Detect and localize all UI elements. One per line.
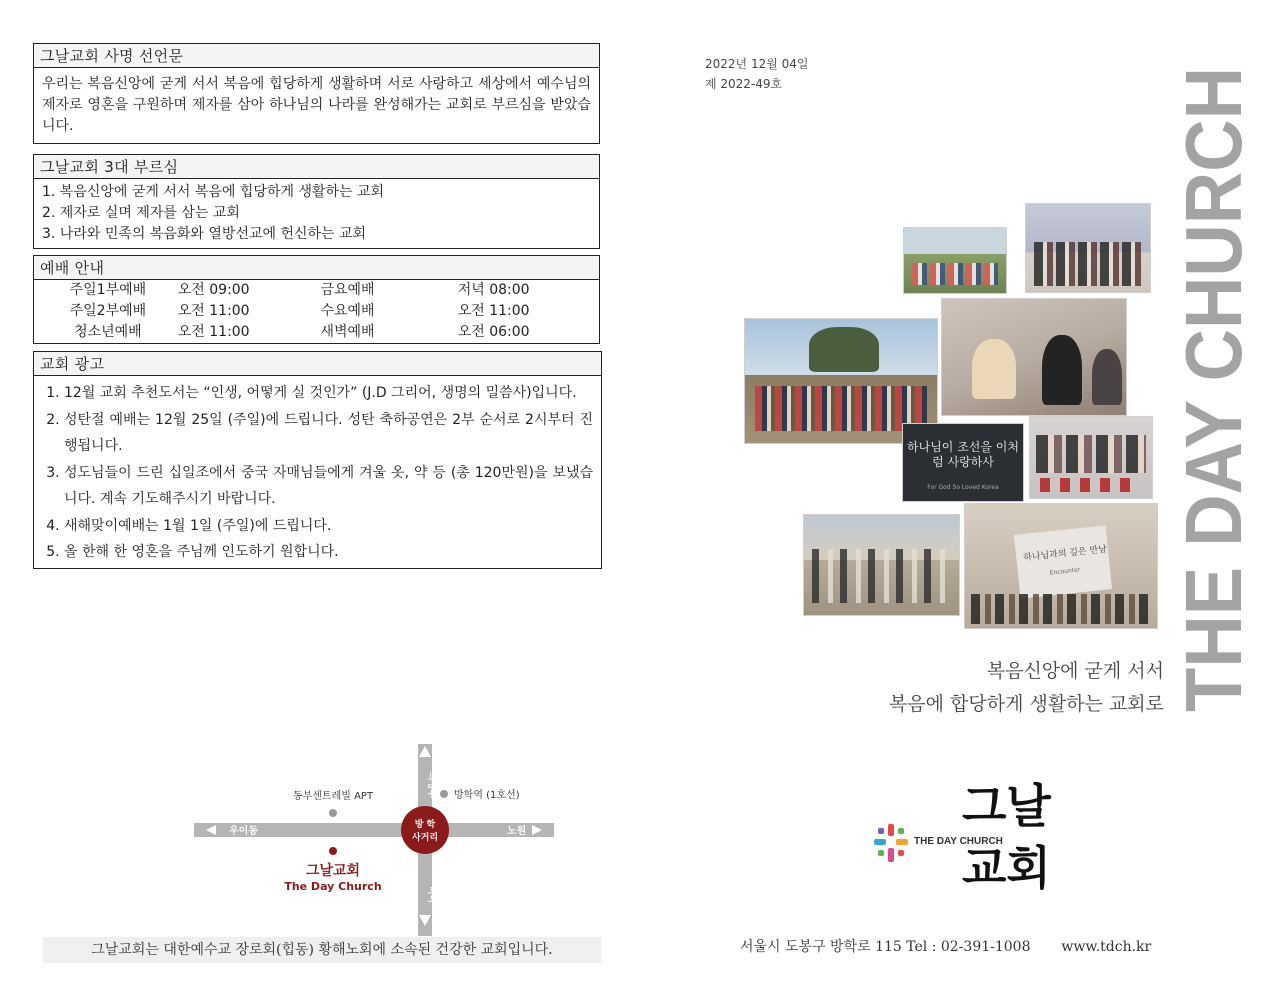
map-label-up: 의정부	[426, 772, 436, 799]
service-name: 새벽예배	[320, 324, 375, 340]
church-location-map	[190, 740, 560, 945]
announcement-item: 1. 12월 교회 추천도서는 “인생, 어떻게 실 것인가” (J.D 그리어, 생명의 밀씀사)입니다.	[64, 380, 593, 407]
photo-small-group	[1029, 416, 1153, 499]
photo-jump-rope	[803, 514, 960, 616]
logo-english-text: THE DAY CHURCH	[914, 836, 1003, 847]
service-time: 오전 11:00	[177, 324, 250, 340]
announcement-item: 4. 새해맞이예배는 1월 1일 (주일)에 드립니다.	[64, 513, 593, 540]
denomination-note: 그날교회는 대한예수교 장로회(힙동) 황해노회에 소속된 건강한 교회입니다.	[43, 937, 601, 963]
service-time: 오전 11:00	[177, 303, 250, 319]
photo-group-indoor	[1025, 203, 1151, 293]
map-church-name-en: The Day Church	[284, 880, 382, 893]
service-name: 주일2부예배	[69, 303, 147, 319]
announcements-box	[33, 351, 602, 569]
photo-caption: 하나님과의 깊은 만남	[1022, 544, 1108, 564]
calling-item: 1. 복음신앙에 굳게 서서 복음에 힙당하게 생활하는 교회	[42, 184, 385, 200]
mission-text: 우리는 복음신앙에 굳게 서서 복음에 힙당하게 생활하며 서로 사랑하고 세상에서 예수님의 제자로 영혼을 구원하며 제자를 삼아 하나님의 나라를 완성해가는 교회로 부르심을 받았습니다.	[42, 76, 591, 134]
cross-logo-icon	[873, 822, 909, 864]
service-time: 오전 06:00	[457, 324, 530, 340]
service-name: 청소년예배	[74, 324, 142, 340]
service-name: 금요예배	[320, 282, 375, 298]
photo-caption: 하나님이 조선을 이처럼 사랑하사	[907, 440, 1019, 469]
mission-title: 그날교회 사명 선언문	[34, 44, 599, 68]
service-time: 오전 09:00	[177, 282, 250, 298]
church-contact	[740, 936, 1151, 956]
intersection-label: 사거리	[411, 833, 439, 843]
photo-encounter-banner	[964, 503, 1158, 629]
vertical-title-text: THE DAY CHURCH	[1169, 0, 1258, 712]
apt-marker-icon	[329, 809, 337, 817]
callings-box	[33, 154, 600, 249]
station-marker-icon	[440, 790, 448, 798]
table-row	[42, 322, 591, 343]
church-logo	[870, 780, 1070, 905]
service-time: 저녁 08:00	[457, 282, 530, 298]
mission-statement-box	[33, 43, 600, 144]
vertical-title	[1169, 0, 1258, 720]
map-apt-label: 동부센트레빌 APT	[292, 791, 374, 802]
photo-caption-sub: Encounter	[1049, 566, 1081, 577]
issue-info	[705, 54, 808, 94]
service-time: 오전 11:00	[457, 303, 530, 319]
slogan-line1: 복음신앙에 굳게 서서	[986, 660, 1164, 682]
announcement-item: 2. 성탄절 예배는 12월 25일 (주일)에 드립니다. 성탄 축하공연은 2부 순서로 2시부터 진행됩니다.	[64, 407, 593, 460]
church-website[interactable]: www.tdch.kr	[1061, 939, 1152, 955]
table-row	[42, 301, 591, 322]
intersection-label: 방 학	[414, 820, 436, 830]
worship-table	[42, 280, 591, 343]
issue-number: 제 2022-49호	[705, 77, 783, 91]
map-label-left: 우이동	[229, 826, 258, 837]
issue-date: 2022년 12월 04일	[705, 57, 809, 71]
church-marker-icon	[329, 847, 337, 855]
map-label-right: 노원	[507, 826, 527, 837]
photo-congregation	[941, 298, 1127, 416]
worship-title: 예배 안내	[34, 256, 599, 280]
announcement-item: 3. 성도님들이 드린 십일조에서 중국 자매님들에게 겨울 옷, 약 등 (총 120만원)을 보냈습니다. 계속 기도해주시기 바랍니다.	[64, 460, 593, 513]
map-church-name: 그날교회	[305, 863, 361, 879]
photo-caption-sub: For God So Loved Korea	[927, 484, 999, 491]
calling-item: 3. 나라와 민족의 복음화와 열방선교에 헌신하는 교회	[42, 226, 367, 242]
service-name: 수요예배	[320, 303, 375, 319]
intersection-marker	[401, 806, 449, 854]
table-row	[42, 280, 591, 301]
logo-korean-line1: 그날	[962, 779, 1051, 833]
photo-outing	[903, 227, 1007, 294]
callings-title: 그날교회 3대 부르심	[34, 155, 599, 179]
announcement-item: 5. 올 한해 한 영혼을 주님께 인도하기 원합니다.	[64, 539, 593, 566]
service-name: 주일1부예배	[69, 282, 147, 298]
worship-schedule-box	[33, 255, 600, 344]
church-address: 서울시 도봉구 방학로 115 Tel : 02-391-1008	[740, 939, 1031, 955]
photo-banner-dark	[902, 423, 1024, 502]
logo-korean-line2: 교회	[962, 841, 1051, 895]
slogan-line2: 복음에 합당하게 생활하는 교회로	[888, 693, 1164, 715]
calling-item: 2. 제자로 실며 제자를 삼는 교회	[42, 205, 240, 221]
announcements-title: 교회 광고	[34, 352, 601, 376]
map-station-label: 방학역 (1호선)	[454, 790, 520, 801]
map-label-down: 미아	[426, 886, 436, 904]
